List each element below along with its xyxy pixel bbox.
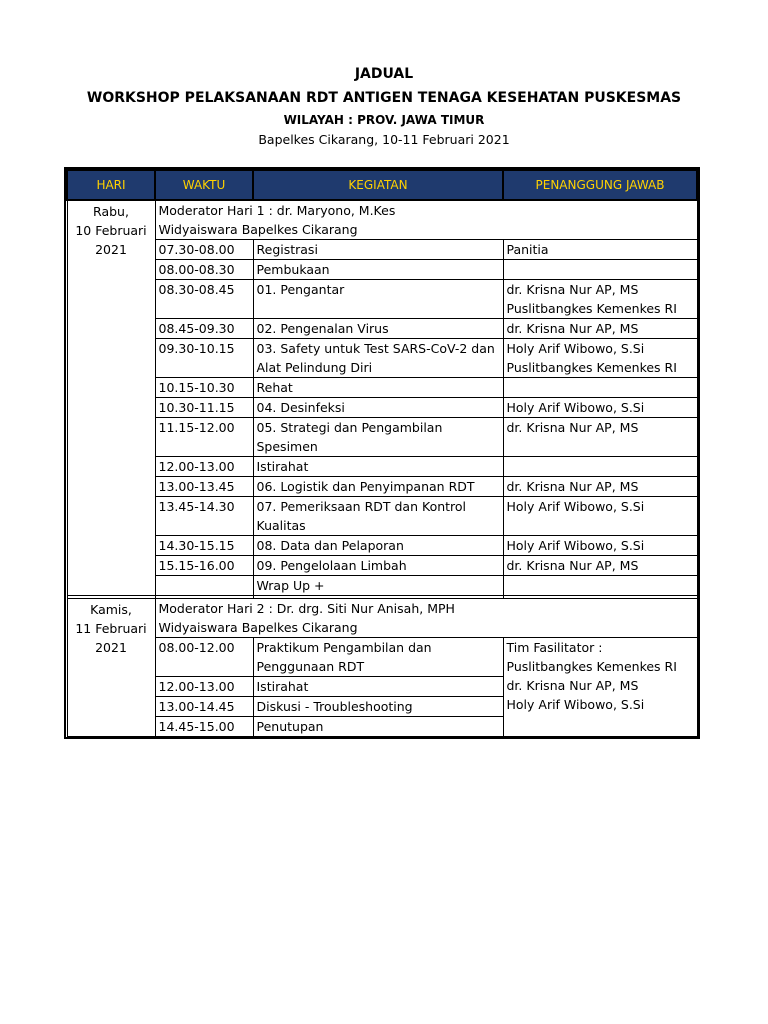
time-cell: 10.30-11.15 [155,398,253,418]
region-label: WILAYAH : PROV. JAWA TIMUR [283,113,485,127]
time-cell: 12.00-13.00 [155,457,253,477]
time-cell: 08.00-12.00 [155,638,253,677]
activity-text: Wrap Up + [256,578,325,593]
activity-text: 03. Safety untuk Test SARS-CoV-2 dan [256,341,495,356]
activity-text: Kualitas [256,518,306,533]
table-row [67,556,697,576]
person-in-charge-text: dr. Krisna Nur AP, MS [506,282,639,297]
activity-cell [253,697,503,717]
activity-text: 09. Pengelolaan Limbah [256,558,407,573]
table-row [67,280,697,319]
person-in-charge-cell [503,638,697,737]
activity-text: Rehat [256,380,293,395]
activity-text: 05. Strategi dan Pengambilan [256,420,443,435]
activity-cell [253,576,503,596]
time-cell: 13.00-13.45 [155,477,253,497]
activity-cell [253,260,503,280]
person-in-charge-cell [503,576,697,596]
activity-text: Istirahat [256,459,309,474]
person-in-charge-text: dr. Krisna Nur AP, MS [506,321,639,336]
activity-cell [253,378,503,398]
activity-cell [253,477,503,497]
table-row [67,319,697,339]
person-in-charge-text: Puslitbangkes Kemenkes RI [506,301,677,316]
person-in-charge-text [507,576,694,595]
person-in-charge-cell [503,260,697,280]
table-row [67,638,697,677]
day-cell [67,200,155,596]
time-cell: 11.15-12.00 [155,418,253,457]
moderator-name: Moderator Hari 1 : dr. Maryono, M.Kes [158,203,396,218]
day-date: 10 Februari [75,223,147,238]
activity-text: 08. Data dan Pelaporan [256,538,404,553]
day-date: 11 Februari [75,621,147,636]
person-in-charge-text: Holy Arif Wibowo, S.Si [506,400,645,415]
person-in-charge-text [507,457,694,476]
workshop-subtitle: WORKSHOP PELAKSANAAN RDT ANTIGEN TENAGA KESEHATAN PUSKESMAS [86,90,682,106]
day-name: Kamis, [90,602,132,617]
table-row [67,240,697,260]
activity-text: Registrasi [256,242,318,257]
activity-cell [253,240,503,260]
table-row [67,398,697,418]
person-in-charge-cell [503,319,697,339]
activity-text: 01. Pengantar [256,282,345,297]
person-in-charge-text: Holy Arif Wibowo, S.Si [506,499,645,514]
time-cell: 14.30-15.15 [155,536,253,556]
column-header-waktu: WAKTU [155,170,253,200]
moderator-org: Widyaiswara Bapelkes Cikarang [158,620,358,635]
table-header-row [67,170,697,200]
time-cell [155,576,253,596]
activity-cell [253,457,503,477]
person-in-charge-cell [503,556,697,576]
moderator-row [67,200,697,240]
moderator-org: Widyaiswara Bapelkes Cikarang [158,222,358,237]
time-cell: 09.30-10.15 [155,339,253,378]
day-year: 2021 [95,242,127,257]
activity-cell [253,536,503,556]
time-cell: 08.00-08.30 [155,260,253,280]
activity-text: Alat Pelindung Diri [256,360,373,375]
activity-cell [253,677,503,697]
table-row [67,339,697,378]
person-in-charge-text: dr. Krisna Nur AP, MS [506,558,639,573]
day2-section [67,599,697,737]
activity-cell [253,339,503,378]
activity-cell [253,418,503,457]
person-in-charge-text: dr. Krisna Nur AP, MS [506,678,639,693]
table-row [67,576,697,596]
time-cell: 13.00-14.45 [155,697,253,717]
day1-section [67,200,697,596]
table-row [67,497,697,536]
person-in-charge-cell [503,457,697,477]
schedule-table [66,169,698,737]
activity-cell [253,280,503,319]
time-cell: 10.15-10.30 [155,378,253,398]
time-cell: 07.30-08.00 [155,240,253,260]
table-row [67,418,697,457]
time-cell: 14.45-15.00 [155,717,253,737]
person-in-charge-cell [503,339,697,378]
table-row [67,477,697,497]
activity-text: Penutupan [256,719,324,734]
person-in-charge-text: Holy Arif Wibowo, S.Si [506,538,645,553]
person-in-charge-cell [503,398,697,418]
activity-cell [253,638,503,677]
activity-text: Spesimen [256,439,318,454]
person-in-charge-text: Holy Arif Wibowo, S.Si [506,341,645,356]
person-in-charge-cell [503,536,697,556]
person-in-charge-cell [503,418,697,457]
activity-text: 07. Pemeriksaan RDT dan Kontrol [256,499,467,514]
person-in-charge-text: Holy Arif Wibowo, S.Si [506,697,645,712]
person-in-charge-text [507,260,694,279]
time-cell: 08.45-09.30 [155,319,253,339]
person-in-charge-text: Puslitbangkes Kemenkes RI [506,360,677,375]
column-header-hari: HARI [67,170,155,200]
person-in-charge-cell [503,240,697,260]
person-in-charge-text: Puslitbangkes Kemenkes RI [506,659,677,674]
person-in-charge-text: Tim Fasilitator : [506,640,603,655]
person-in-charge-text: Panitia [506,242,549,257]
activity-text: 02. Pengenalan Virus [256,321,389,336]
activity-text: 04. Desinfeksi [256,400,345,415]
person-in-charge-text: dr. Krisna Nur AP, MS [506,420,639,435]
time-cell: 15.15-16.00 [155,556,253,576]
activity-text: 06. Logistik dan Penyimpanan RDT [256,479,475,494]
time-cell: 12.00-13.00 [155,677,253,697]
activity-cell [253,497,503,536]
person-in-charge-cell [503,280,697,319]
table-row [67,536,697,556]
day-name: Rabu, [93,204,129,219]
person-in-charge-text: dr. Krisna Nur AP, MS [506,479,639,494]
activity-cell [253,319,503,339]
day-cell [67,599,155,737]
table-row [67,260,697,280]
moderator-name: Moderator Hari 2 : Dr. drg. Siti Nur Anisah, MPH [158,601,455,616]
column-header-penanggung-jawab: PENANGGUNG JAWAB [503,170,697,200]
activity-text: Penggunaan RDT [256,659,365,674]
time-cell: 13.45-14.30 [155,497,253,536]
moderator-row [67,599,697,638]
time-cell: 08.30-08.45 [155,280,253,319]
table-row [67,378,697,398]
activity-cell [253,398,503,418]
activity-cell [253,717,503,737]
moderator-cell [155,599,697,638]
activity-text: Istirahat [256,679,309,694]
moderator-cell [155,200,697,240]
person-in-charge-cell [503,497,697,536]
activity-text: Pembukaan [256,262,330,277]
activity-text: Diskusi - Troubleshooting [256,699,413,714]
day-year: 2021 [95,640,127,655]
person-in-charge-cell [503,477,697,497]
table-row [67,457,697,477]
column-header-kegiatan: KEGIATAN [253,170,503,200]
document-title: JADUAL [354,66,414,82]
activity-text: Praktikum Pengambilan dan [256,640,432,655]
venue-date: Bapelkes Cikarang, 10-11 Februari 2021 [258,132,510,147]
person-in-charge-cell [503,378,697,398]
person-in-charge-text [507,378,694,397]
activity-cell [253,556,503,576]
